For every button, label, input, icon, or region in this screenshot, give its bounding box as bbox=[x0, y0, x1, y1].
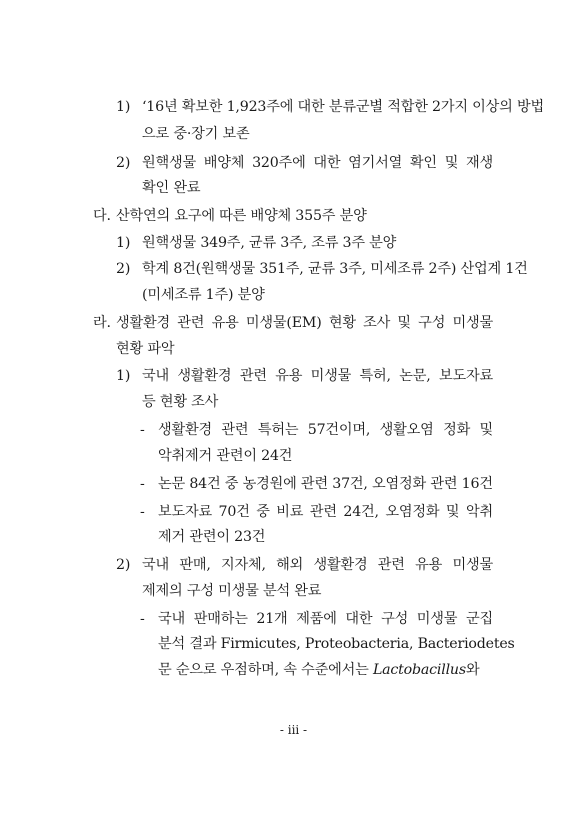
section-number: 라. bbox=[93, 315, 111, 331]
list-number: 1) bbox=[116, 99, 131, 115]
section-heading: 생활환경 관련 유용 미생물(EM) 현황 조사 및 구성 미생물 bbox=[116, 315, 493, 331]
list-item-text: 제제의 구성 미생물 분석 완료 bbox=[142, 583, 322, 599]
list-number: 1) bbox=[116, 235, 131, 251]
bullet-text: 악취제거 관련이 24건 bbox=[158, 448, 293, 464]
section-heading: 산학연의 요구에 따른 배양체 355주 분양 bbox=[116, 208, 367, 224]
section-number: 다. bbox=[93, 208, 111, 224]
bullet-text-last bbox=[158, 660, 493, 680]
list-item-text: 국내 판매, 지자체, 해외 생활환경 관련 유용 미생물 bbox=[142, 557, 493, 573]
list-item-text: ‘16년 확보한 1,923주에 대한 분류군별 적합한 2가지 이상의 방법 bbox=[142, 99, 544, 115]
list-item-text: 학계 8건(원핵생물 351주, 균류 3주, 미세조류 2주) 산업계 1건 bbox=[142, 261, 528, 277]
page-number: - iii - bbox=[279, 723, 308, 737]
list-item-text: 원핵생물 배양체 320주에 대한 염기서열 확인 및 재생 bbox=[142, 155, 493, 171]
bullet-dash: - bbox=[140, 476, 145, 492]
list-item-text: 원핵생물 349주, 균류 3주, 조류 3주 분양 bbox=[142, 235, 397, 251]
list-number: 2) bbox=[116, 557, 131, 573]
bullet-text: 생활환경 관련 특허는 57건이며, 생활오염 정화 및 bbox=[158, 422, 493, 438]
list-item-text: 등 현황 조사 bbox=[142, 394, 219, 410]
bullet-dash: - bbox=[140, 611, 145, 627]
list-number: 2) bbox=[116, 261, 131, 277]
bullet-dash: - bbox=[140, 504, 145, 520]
bullet-text: 보도자료 70건 중 비료 관련 24건, 오염정화 및 악취 bbox=[158, 504, 493, 520]
bullet-text: 국내 판매하는 21개 제품에 대한 구성 미생물 군집 bbox=[158, 611, 493, 627]
bullet-text: 문 순으로 우점하며, 속 수준에서는 bbox=[158, 662, 373, 678]
bullet-text: 분석 결과 Firmicutes, Proteobacteria, Bacteriodetes bbox=[158, 636, 515, 652]
list-item-text: 으로 중·장기 보존 bbox=[142, 126, 250, 142]
bullet-text: 논문 84건 중 농경원에 관련 37건, 오염정화 관련 16건 bbox=[158, 476, 493, 492]
genus-name: Lactobacillus bbox=[372, 662, 466, 678]
list-item-text: 국내 생활환경 관련 유용 미생물 특허, 논문, 보도자료 bbox=[142, 368, 493, 384]
list-number: 2) bbox=[116, 155, 131, 171]
bullet-dash: - bbox=[140, 422, 145, 438]
bullet-text: 와 bbox=[465, 662, 480, 678]
list-item-text: 확인 완료 bbox=[142, 180, 201, 196]
list-number: 1) bbox=[116, 368, 131, 384]
list-item-text: (미세조류 1주) 분양 bbox=[142, 287, 265, 303]
section-heading: 현황 파악 bbox=[116, 341, 175, 357]
bullet-text: 제거 관련이 23건 bbox=[158, 529, 266, 545]
